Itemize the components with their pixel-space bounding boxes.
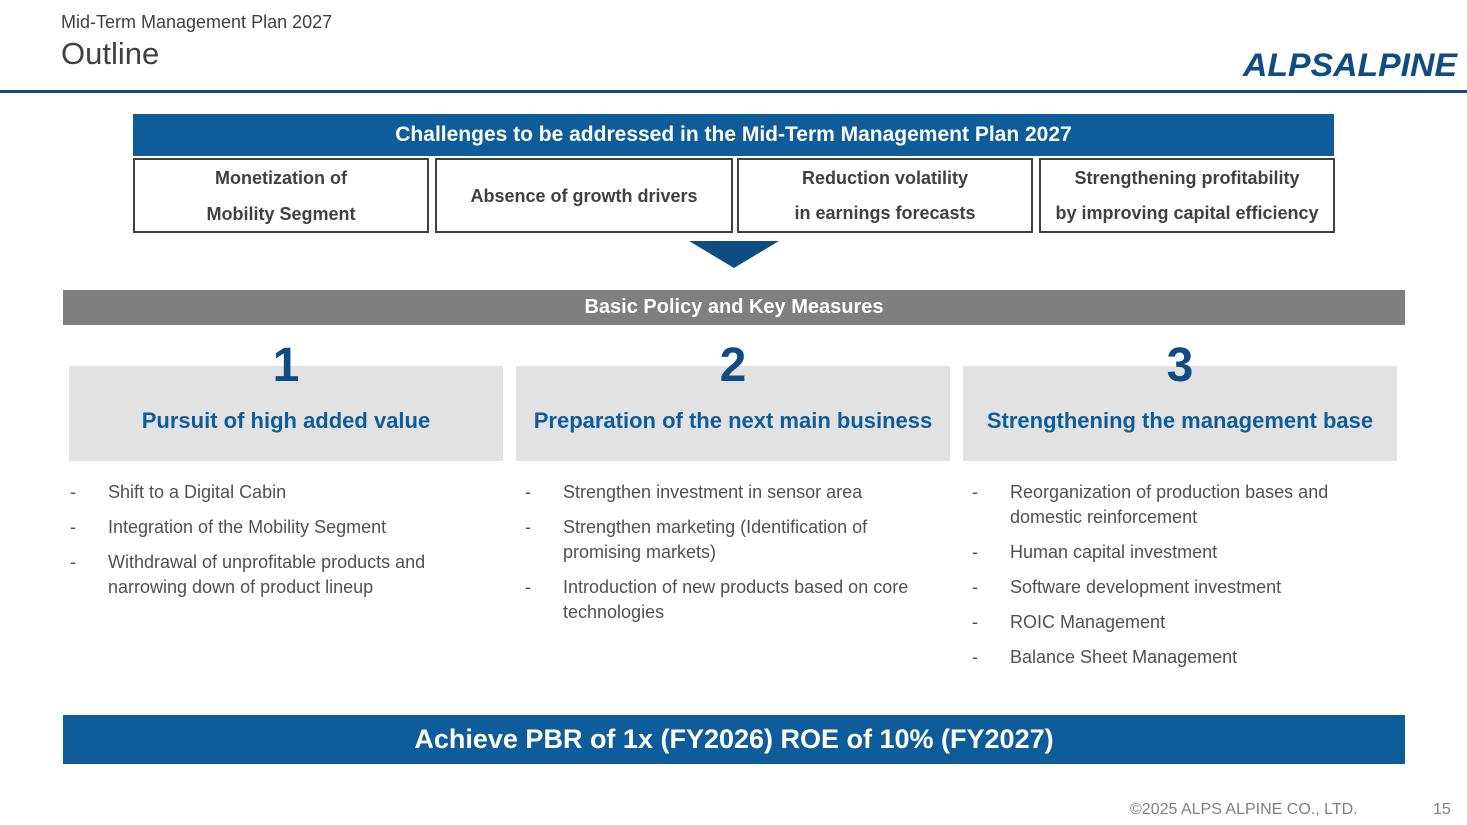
measure-title-3: Strengthening the management base [986,408,1374,433]
measure-title-1: Pursuit of high added value [141,408,431,433]
document-subtitle: Mid-Term Management Plan 2027 [61,12,333,32]
bullet-text: Withdrawal of unprofitable products and narrowing down of product lineup [108,552,426,597]
bullet-dash: - [972,577,978,597]
list-item [525,515,915,565]
bullet-dash: - [972,647,978,667]
bullet-dash: - [525,577,531,597]
bullet-dash: - [525,482,531,502]
down-arrow-icon [689,241,779,268]
policy-heading: Basic Policy and Key Measures [63,290,1405,325]
challenge-text-4a: Strengthening profitability [1074,167,1300,188]
list-item [972,480,1382,530]
bullet-dash: - [70,517,76,537]
list-item [972,645,1382,670]
bullet-text: Introduction of new products based on core technologies [563,577,909,622]
measure-number-3: 3 [1166,339,1194,392]
challenge-text-1b: Mobility Segment [206,203,356,224]
measure-number-2: 2 [719,339,747,392]
list-item [70,515,470,540]
measure-bullets-3 [972,480,1382,680]
challenge-text-1a: Monetization of [215,167,347,188]
challenge-text-3b: in earnings forecasts [794,202,976,223]
challenges-heading: Challenges to be addressed in the Mid-Term Management Plan 2027 [133,114,1334,156]
bullet-text: Balance Sheet Management [1010,647,1238,667]
challenge-text-3a: Reduction volatility [801,167,969,188]
list-item [972,540,1382,565]
bullet-text: Strengthen marketing (Identification of promising markets) [563,517,868,562]
challenge-box-3 [737,158,1033,233]
bullet-text: Strengthen investment in sensor area [563,482,863,502]
bullet-text: Reorganization of production bases and domestic reinforcement [1010,482,1329,527]
bullet-text: Human capital investment [1010,542,1218,562]
measure-bullets-2 [525,480,915,635]
company-logo [1241,44,1459,82]
measure-number-1: 1 [272,339,300,392]
list-item [525,575,915,625]
header-divider [0,90,1467,93]
bullet-dash: - [972,612,978,632]
bullet-text: Software development investment [1010,577,1282,597]
bullet-dash: - [972,542,978,562]
list-item [972,575,1382,600]
measure-title-2: Preparation of the next main business [533,408,933,433]
copyright-text: ©2025 ALPS ALPINE CO., LTD. [1130,801,1358,818]
page-number: 15 [1433,801,1451,818]
list-item [525,480,915,505]
challenge-box-2 [435,158,733,233]
list-item [70,480,470,505]
challenge-box-4 [1039,158,1335,233]
bullet-text: Integration of the Mobility Segment [108,517,387,537]
list-item [70,550,470,600]
bullet-dash: - [525,517,531,537]
bullet-text: ROIC Management [1010,612,1166,632]
list-item [972,610,1382,635]
logo-text: ALPSALPINE [1241,47,1459,82]
page-title: Outline [61,36,160,71]
challenge-text-2: Absence of growth drivers [470,185,698,206]
challenge-box-1 [133,158,429,233]
bullet-text: Shift to a Digital Cabin [108,482,287,502]
bullet-dash: - [70,482,76,502]
measure-bullets-1 [70,480,470,610]
goal-banner: Achieve PBR of 1x (FY2026) ROE of 10% (FY2027) [63,715,1405,764]
bullet-dash: - [972,482,978,502]
bullet-dash: - [70,552,76,572]
challenge-text-4b: by improving capital efficiency [1055,202,1319,223]
